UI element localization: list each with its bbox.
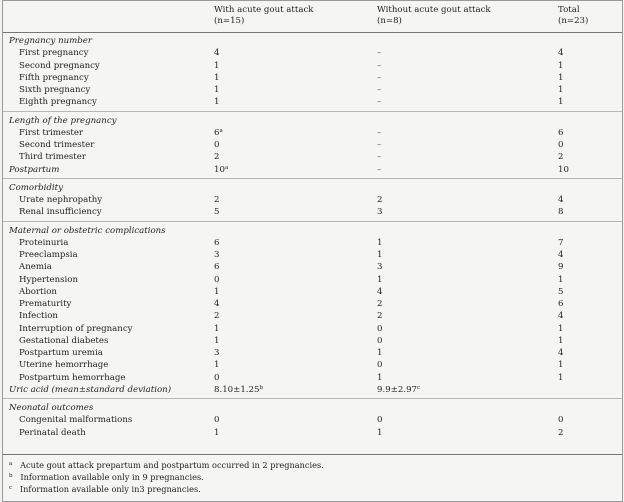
cell-without-gout-text: 1 xyxy=(377,274,383,285)
row-label: Sixth pregnancy xyxy=(19,85,91,95)
cell-total-text: 2 xyxy=(558,427,564,438)
cell-without-gout-text: – xyxy=(377,48,382,59)
cell-with-gout xyxy=(214,427,219,439)
cell-with-gout-text: 2 xyxy=(214,152,220,163)
cell-total xyxy=(558,323,563,335)
section-divider xyxy=(3,221,622,222)
table-row xyxy=(3,96,622,108)
cell-without-gout-text: 1 xyxy=(377,237,383,248)
table-row xyxy=(3,60,622,72)
cell-without-gout xyxy=(377,127,381,139)
cell-with-gout xyxy=(214,274,219,286)
cell-with-gout xyxy=(214,127,223,139)
footnote-mark: c xyxy=(9,485,13,491)
footnote-mark: a xyxy=(224,164,229,171)
cell-without-gout xyxy=(377,323,382,335)
table-row xyxy=(3,414,622,426)
cell-without-gout-text: 9.9±2.97 xyxy=(377,384,418,395)
cell-total xyxy=(558,298,563,310)
row-label: Third trimester xyxy=(19,152,86,163)
table-row xyxy=(3,347,622,359)
cell-with-gout-text: 6 xyxy=(214,237,220,248)
cell-with-gout xyxy=(214,335,219,347)
cell-without-gout-text: – xyxy=(377,60,382,71)
cell-total xyxy=(558,151,563,163)
cell-with-gout-text: 1 xyxy=(214,286,220,297)
header-col-without-gout: Without acute gout attack (n=8) xyxy=(377,5,491,26)
cell-without-gout xyxy=(377,139,381,151)
cell-with-gout xyxy=(214,261,219,273)
cell-with-gout xyxy=(214,164,228,176)
cell-total-text: 1 xyxy=(558,274,564,285)
cell-without-gout xyxy=(377,206,382,218)
cell-without-gout-text: 1 xyxy=(377,250,383,260)
cell-without-gout xyxy=(377,72,381,84)
cell-total xyxy=(558,347,563,359)
cell-total-text: 4 xyxy=(558,311,564,322)
cell-without-gout-text: – xyxy=(377,85,382,95)
cell-without-gout-text: 3 xyxy=(377,262,383,273)
cell-total-text: 7 xyxy=(558,237,564,248)
cell-with-gout-text: 0 xyxy=(214,415,220,426)
section-title: Length of the pregnancy xyxy=(9,115,117,126)
cell-with-gout xyxy=(214,139,219,151)
cell-without-gout-text: – xyxy=(377,97,382,108)
row-label: Perinatal death xyxy=(19,427,86,438)
header-col-total: Total (n=23) xyxy=(558,5,589,26)
cell-with-gout-text: 6 xyxy=(214,262,220,273)
cell-without-gout-text: 1 xyxy=(377,348,383,358)
cell-total xyxy=(558,249,563,261)
cell-total xyxy=(558,261,563,273)
cell-total-text: 6 xyxy=(558,127,564,138)
cell-without-gout-text: 1 xyxy=(377,372,383,383)
row-label: Proteinuria xyxy=(19,237,69,248)
row-label: Urate nephropathy xyxy=(19,195,103,205)
cell-without-gout xyxy=(377,347,382,359)
cell-without-gout-text: – xyxy=(377,152,382,163)
cell-total xyxy=(558,139,563,151)
table-bottom-rule xyxy=(3,454,622,455)
row-label: Fifth pregnancy xyxy=(19,72,89,83)
cell-with-gout xyxy=(214,347,219,359)
cell-total-text: 0 xyxy=(558,415,564,426)
cell-total xyxy=(558,194,563,206)
cell-without-gout xyxy=(377,414,382,426)
cell-with-gout-text: 3 xyxy=(214,348,220,358)
table-row xyxy=(3,286,622,298)
cell-total-text: 4 xyxy=(558,195,564,205)
cell-without-gout-text: – xyxy=(377,140,382,150)
cell-without-gout xyxy=(377,372,382,384)
row-label: Gestational diabetes xyxy=(19,335,109,346)
row-label: Postpartum xyxy=(9,164,60,175)
section-divider xyxy=(3,398,622,399)
cell-with-gout-text: 1 xyxy=(214,427,220,438)
cell-with-gout xyxy=(214,359,219,371)
footnote-mark: b xyxy=(259,384,264,391)
table-row xyxy=(3,427,622,439)
cell-without-gout xyxy=(377,286,382,298)
cell-total-text: 0 xyxy=(558,140,564,150)
cell-total-text: 10 xyxy=(558,164,569,175)
row-label: Postpartum uremia xyxy=(19,348,103,358)
row-label: Infection xyxy=(19,311,58,322)
cell-without-gout xyxy=(377,194,382,206)
section-divider xyxy=(3,178,622,179)
footnote-mark: a xyxy=(9,461,13,467)
cell-with-gout-text: 2 xyxy=(214,195,220,205)
table-row xyxy=(3,274,622,286)
row-label: Abortion xyxy=(19,286,57,297)
cell-total xyxy=(558,96,563,108)
row-label: Second pregnancy xyxy=(19,60,100,71)
footnote-text: Information available only in3 pregnancies. xyxy=(17,484,201,494)
cell-without-gout xyxy=(377,335,382,347)
row-label: Renal insufficiency xyxy=(19,207,102,218)
cell-with-gout xyxy=(214,310,219,322)
cell-with-gout xyxy=(214,237,219,249)
row-label: Eighth pregnancy xyxy=(19,97,97,108)
cell-with-gout xyxy=(214,414,219,426)
cell-total-text: 1 xyxy=(558,360,564,371)
cell-with-gout-text: 6 xyxy=(214,127,220,138)
header-col-with-gout: With acute gout attack (n=15) xyxy=(214,5,314,26)
table-body xyxy=(3,35,622,452)
cell-with-gout-text: 0 xyxy=(214,140,220,150)
cell-total-text: 1 xyxy=(558,335,564,346)
table-row xyxy=(3,151,622,163)
table-row xyxy=(3,323,622,335)
data-table xyxy=(2,0,623,502)
cell-with-gout xyxy=(214,72,219,84)
table-row xyxy=(3,298,622,310)
table-row xyxy=(3,335,622,347)
section-heading xyxy=(3,35,622,47)
cell-total-text: 1 xyxy=(558,72,564,83)
section-divider xyxy=(3,111,622,112)
cell-without-gout xyxy=(377,298,382,310)
cell-with-gout-text: 2 xyxy=(214,311,220,322)
cell-without-gout xyxy=(377,60,381,72)
row-label: First trimester xyxy=(19,127,84,138)
row-label: Preeclampsia xyxy=(19,250,78,260)
cell-without-gout xyxy=(377,274,382,286)
table-row xyxy=(3,84,622,96)
cell-with-gout xyxy=(214,60,219,72)
row-label: Second trimester xyxy=(19,140,95,150)
cell-total xyxy=(558,72,563,84)
cell-without-gout-text: – xyxy=(377,127,382,138)
cell-total xyxy=(558,372,563,384)
section-heading xyxy=(3,115,622,127)
cell-without-gout-text: 2 xyxy=(377,299,383,309)
cell-without-gout xyxy=(377,164,381,176)
cell-with-gout-text: 5 xyxy=(214,207,220,218)
cell-with-gout xyxy=(214,286,219,298)
cell-with-gout xyxy=(214,298,219,310)
cell-total xyxy=(558,274,563,286)
cell-without-gout-text: 4 xyxy=(377,286,383,297)
section-heading xyxy=(3,182,622,194)
cell-with-gout-text: 4 xyxy=(214,48,220,59)
cell-without-gout-text: – xyxy=(377,72,382,83)
row-label: Anemia xyxy=(19,262,52,273)
cell-total xyxy=(558,47,563,59)
cell-with-gout-text: 3 xyxy=(214,250,220,260)
row-label: Congenital malformations xyxy=(19,415,133,426)
cell-without-gout xyxy=(377,249,382,261)
cell-with-gout-text: 1 xyxy=(214,335,220,346)
cell-with-gout xyxy=(214,151,219,163)
cell-without-gout xyxy=(377,84,381,96)
section-title: Pregnancy number xyxy=(9,36,92,46)
table-row xyxy=(3,372,622,384)
cell-total xyxy=(558,60,563,72)
table-row xyxy=(3,261,622,273)
cell-with-gout xyxy=(214,96,219,108)
cell-total-text: 1 xyxy=(558,97,564,108)
cell-with-gout-text: 1 xyxy=(214,360,220,371)
cell-without-gout xyxy=(377,151,381,163)
cell-with-gout xyxy=(214,206,219,218)
cell-with-gout xyxy=(214,84,219,96)
cell-total-text: 4 xyxy=(558,250,564,260)
cell-with-gout-text: 1 xyxy=(214,60,220,71)
cell-total xyxy=(558,414,563,426)
cell-with-gout xyxy=(214,47,219,59)
footnote-text: Acute gout attack prepartum and postpartum occurred in 2 pregnancies. xyxy=(17,460,324,470)
footnote-mark: a xyxy=(219,127,223,134)
cell-total xyxy=(558,84,563,96)
row-label: First pregnancy xyxy=(19,48,89,59)
footnote-text: Information available only in 9 pregnancies. xyxy=(17,472,204,482)
row-label: Postpartum hemorrhage xyxy=(19,372,126,383)
table-row xyxy=(3,206,622,218)
cell-total xyxy=(558,310,563,322)
cell-with-gout xyxy=(214,372,219,384)
cell-with-gout-text: 0 xyxy=(214,274,220,285)
table-row xyxy=(3,310,622,322)
cell-total-text: 2 xyxy=(558,152,564,163)
cell-without-gout xyxy=(377,427,382,439)
cell-total-text: 4 xyxy=(558,348,564,358)
section-heading xyxy=(3,225,622,237)
cell-with-gout-text: 1 xyxy=(214,97,220,108)
cell-without-gout-text: 3 xyxy=(377,207,383,218)
cell-with-gout xyxy=(214,323,219,335)
cell-without-gout xyxy=(377,359,382,371)
table-row xyxy=(3,359,622,371)
table-row xyxy=(3,194,622,206)
cell-with-gout-text: 4 xyxy=(214,299,220,309)
row-label: Interruption of pregnancy xyxy=(19,323,133,334)
cell-without-gout-text: 1 xyxy=(377,427,383,438)
cell-with-gout xyxy=(214,194,219,206)
cell-without-gout xyxy=(377,47,381,59)
footnote xyxy=(9,472,204,483)
footnote-mark: b xyxy=(9,473,13,479)
cell-total xyxy=(558,286,563,298)
cell-with-gout-text: 0 xyxy=(214,372,220,383)
cell-total-text: 6 xyxy=(558,299,564,309)
cell-total xyxy=(558,335,563,347)
table-row xyxy=(3,237,622,249)
cell-without-gout-text: – xyxy=(377,164,382,175)
table-row xyxy=(3,384,622,396)
table-header xyxy=(3,1,622,33)
cell-with-gout-text: 1 xyxy=(214,85,220,95)
cell-without-gout-text: 0 xyxy=(377,323,383,334)
row-label: Prematurity xyxy=(19,299,72,309)
cell-total xyxy=(558,206,563,218)
cell-without-gout-text: 0 xyxy=(377,360,383,371)
cell-total-text: 1 xyxy=(558,60,564,71)
cell-without-gout xyxy=(377,310,382,322)
section-heading xyxy=(3,402,622,414)
cell-without-gout-text: 0 xyxy=(377,335,383,346)
table-row xyxy=(3,139,622,151)
cell-with-gout-text: 1 xyxy=(214,72,220,83)
cell-total-text: 9 xyxy=(558,262,564,273)
cell-without-gout xyxy=(377,96,381,108)
section-title: Comorbidity xyxy=(9,182,63,193)
footnote xyxy=(9,460,324,471)
row-label: Uterine hemorrhage xyxy=(19,360,109,371)
cell-with-gout-text: 8.10±1.25 xyxy=(214,384,260,395)
cell-total-text: 1 xyxy=(558,372,564,383)
cell-total xyxy=(558,164,569,176)
cell-without-gout-text: 2 xyxy=(377,195,383,205)
cell-total xyxy=(558,237,563,249)
cell-with-gout xyxy=(214,384,263,396)
table-row xyxy=(3,127,622,139)
footnote xyxy=(9,484,201,495)
table-row xyxy=(3,249,622,261)
cell-without-gout xyxy=(377,237,382,249)
cell-with-gout-text: 10 xyxy=(214,164,225,175)
row-label: Uric acid (mean±standard deviation) xyxy=(9,384,172,395)
row-label: Hypertension xyxy=(19,274,78,285)
cell-with-gout xyxy=(214,249,219,261)
cell-total-text: 1 xyxy=(558,85,564,95)
cell-total-text: 5 xyxy=(558,286,564,297)
section-title: Maternal or obstetric complications xyxy=(9,225,166,236)
cell-without-gout xyxy=(377,384,420,396)
cell-total-text: 1 xyxy=(558,323,564,334)
cell-total-text: 4 xyxy=(558,48,564,59)
cell-without-gout xyxy=(377,261,382,273)
cell-total xyxy=(558,427,563,439)
cell-total xyxy=(558,127,563,139)
section-title: Neonatal outcomes xyxy=(9,403,94,413)
cell-without-gout-text: 0 xyxy=(377,415,383,426)
cell-with-gout-text: 1 xyxy=(214,323,220,334)
cell-total xyxy=(558,359,563,371)
footnote-mark: c xyxy=(417,384,421,391)
table-row xyxy=(3,47,622,59)
table-row xyxy=(3,72,622,84)
table-row xyxy=(3,164,622,176)
cell-total-text: 8 xyxy=(558,207,564,218)
cell-without-gout-text: 2 xyxy=(377,311,383,322)
